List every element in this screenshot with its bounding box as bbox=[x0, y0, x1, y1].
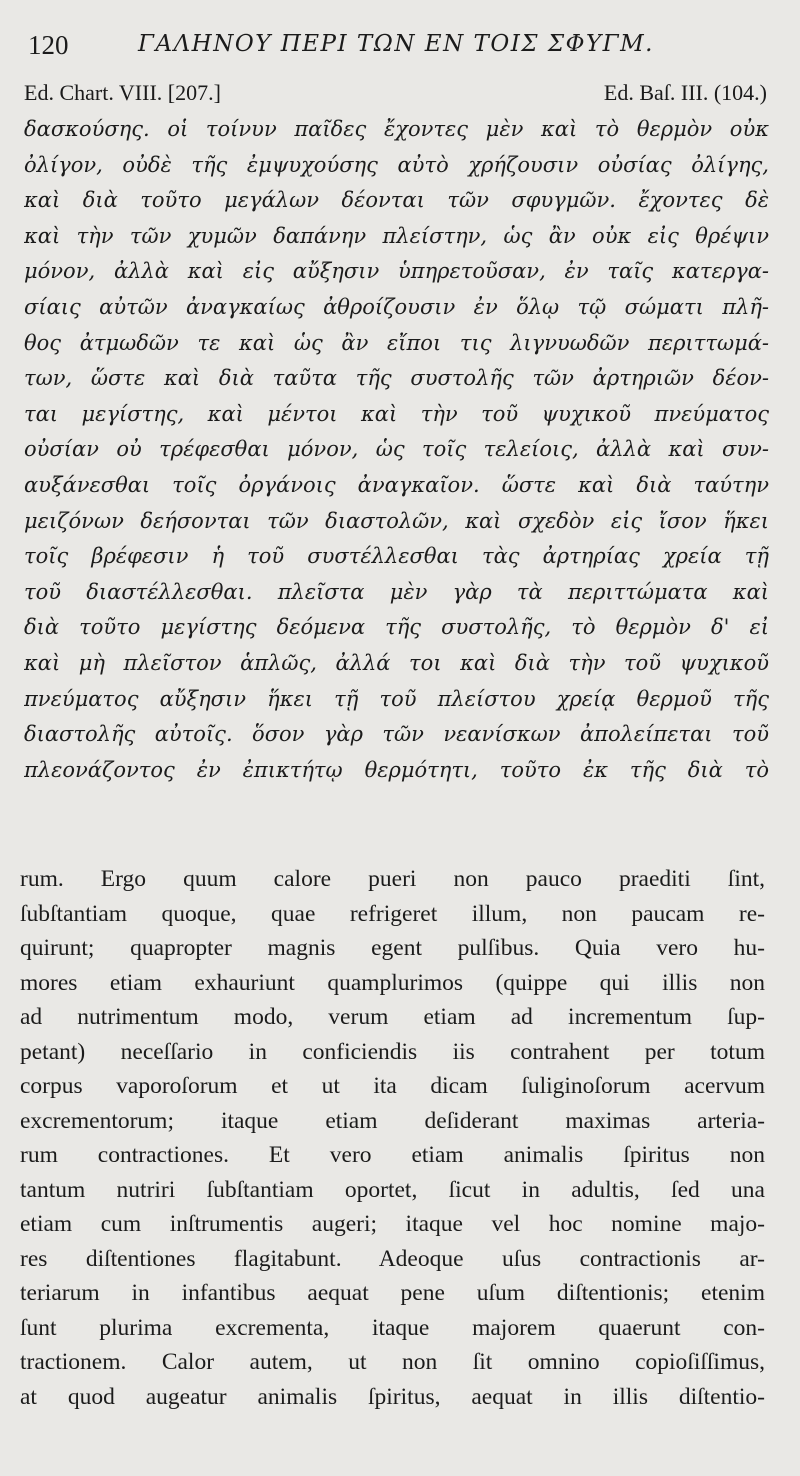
edition-references bbox=[24, 80, 767, 110]
greek-text-line: διὰ τοῦτο μεγίστης δεόμενα τῆς συστολῆς, τὸ θερμὸν δ' εἰ bbox=[24, 615, 769, 640]
greek-text-line: αυξάνεσθαι τοῖς ὀργάνοις ἀναγκαῖον. ὥστε καὶ διὰ ταύτην bbox=[24, 472, 769, 497]
greek-text-line: καὶ μὴ πλεῖστον ἁπλῶς, ἀλλά τοι καὶ διὰ τὴν τοῦ ψυχικοῦ bbox=[24, 650, 769, 675]
greek-text-line: τοῖς βρέφεσιν ἡ τοῦ συστέλλεσθαι τὰς ἀρτηρίας χρεία τῇ bbox=[24, 544, 769, 569]
greek-text-line: ται μεγίστης, καὶ μέντοι καὶ τὴν τοῦ ψυχικοῦ πνεύματος bbox=[24, 401, 769, 426]
greek-text-line: καὶ διὰ τοῦτο μεγάλων δέονται τῶν σφυγμῶν. ἔχοντες δὲ bbox=[24, 188, 769, 213]
latin-text-line: quirunt; quapropter magnis egent pulſibus. Quia vero hu- bbox=[20, 935, 765, 961]
latin-text-line: tantum nutriri ſubſtantiam oportet, ſicut in adultis, ſed una bbox=[20, 1176, 765, 1203]
greek-text-line: καὶ τὴν τῶν χυμῶν δαπάνην πλείστην, ὡς ἂν οὐκ εἰς θρέψιν bbox=[24, 223, 769, 248]
latin-text-line: petant) neceſſario in conficiendis iis contrahent per totum bbox=[20, 1038, 765, 1065]
edition-basel: Ed. Baſ. III. (104.) bbox=[603, 80, 767, 105]
latin-text-line: ad nutrimentum modo, verum etiam ad incrementum ſup- bbox=[20, 1004, 765, 1030]
latin-text-line: res diſtentiones flagitabunt. Adeoque uſus contractionis ar- bbox=[20, 1245, 765, 1272]
latin-text-block bbox=[20, 862, 765, 1414]
latin-text-line: rum. Ergo quum calore pueri non pauco praediti ſint, bbox=[20, 866, 765, 892]
latin-text-line: at quod augeatur animalis ſpiritus, aequat in illis diſtentio- bbox=[20, 1383, 765, 1410]
latin-text-line: tractionem. Calor autem, ut non ſit omnino copioſiſſimus, bbox=[20, 1349, 765, 1375]
greek-text-line: τοῦ διαστέλλεσθαι. πλεῖστα μὲν γὰρ τὰ περιττώματα καὶ bbox=[24, 579, 769, 604]
greek-text-line: θος ἀτμωδῶν τε καὶ ὡς ἂν εἴποι τις λιγνυωδῶν περιττωμά- bbox=[24, 330, 769, 355]
page-number: 120 bbox=[28, 30, 69, 60]
latin-text-line: rum contractiones. Et vero etiam animalis ſpiritus non bbox=[20, 1142, 765, 1168]
greek-text-line: των, ὥστε καὶ διὰ ταῦτα τῆς συστολῆς τῶν ἀρτηριῶν δέον- bbox=[24, 366, 769, 391]
latin-text-line: etiam cum inſtrumentis augeri; itaque vel hoc nomine majo- bbox=[20, 1211, 765, 1237]
greek-text-line: δασκούσης. οἱ τοίνυν παῖδες ἔχοντες μὲν καὶ τὸ θερμὸν οὐκ bbox=[24, 117, 769, 141]
latin-text-line: teriarum in infantibus aequat pene uſum diſtentionis; etenim bbox=[20, 1280, 765, 1306]
greek-text-line: μειζόνων δεήσονται τῶν διαστολῶν, καὶ σχεδὸν εἰς ἴσον ἥκει bbox=[24, 508, 769, 533]
greek-text-line: διαστολῆς αὐτοῖς. ὅσον γὰρ τῶν νεανίσκων ἀπολείπεται τοῦ bbox=[24, 722, 769, 747]
greek-text-line: μόνον, ἀλλὰ καὶ εἰς αὔξησιν ὑπηρετοῦσαν, ἐν ταῖς κατεργα- bbox=[24, 259, 769, 284]
greek-text-line: σίαις αὐτῶν ἀναγκαίως ἀθροίζουσιν ἐν ὅλῳ τῷ σώματι πλῆ- bbox=[24, 294, 769, 319]
greek-text-line: οὐσίαν οὐ τρέφεσθαι μόνον, ὡς τοῖς τελείοις, ἀλλὰ καὶ συν- bbox=[24, 437, 769, 462]
latin-text-line: ſunt plurima excrementa, itaque majorem quaerunt con- bbox=[20, 1314, 765, 1341]
greek-text-line: πλεονάζοντος ἐν ἐπικτήτῳ θερμότητι, τοῦτο ἐκ τῆς διὰ τὸ bbox=[24, 757, 769, 782]
latin-text-line: excrementorum; itaque etiam deſiderant maximas arteria- bbox=[20, 1107, 765, 1134]
running-title: ΓΑΛΗΝΟΥ ΠΕΡΙ ΤΩΝ ΕΝ ΤΟΙΣ ΣΦΥΓΜ. bbox=[138, 31, 654, 57]
greek-text-line: πνεύματος αὔξησιν ἥκει τῇ τοῦ πλείστου χρείᾳ θερμοῦ τῆς bbox=[24, 686, 769, 711]
greek-text-line: ὀλίγον, οὐδὲ τῆς ἐμψυχούσης αὐτὸ χρήζουσιν οὐσίας ὀλίγης, bbox=[24, 152, 769, 177]
latin-text-line: mores etiam exhauriunt quamplurimos (quippe qui illis non bbox=[20, 969, 765, 996]
running-head bbox=[28, 30, 768, 64]
greek-text-block bbox=[24, 112, 769, 788]
latin-text-line: corpus vaporoſorum et ut ita dicam ſuliginoſorum acervum bbox=[20, 1073, 765, 1099]
latin-text-line: ſubſtantiam quoque, quae refrigeret illum, non paucam re- bbox=[20, 900, 765, 927]
edition-chartier: Ed. Chart. VIII. [207.] bbox=[24, 80, 221, 105]
